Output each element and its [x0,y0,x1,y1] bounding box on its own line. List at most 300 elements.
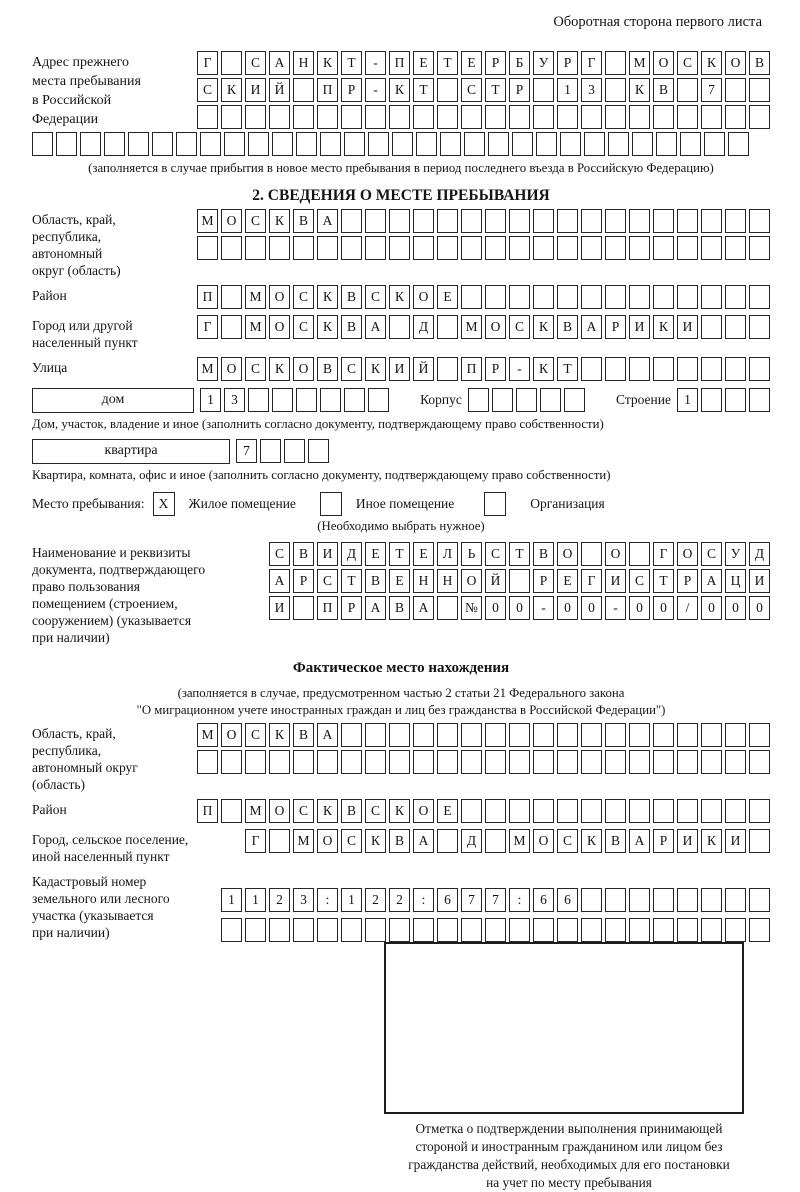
char-boxes-row[interactable] [197,750,770,774]
char-cell[interactable]: 6 [557,888,578,912]
char-cell[interactable]: Н [413,569,434,593]
char-cell[interactable]: Е [437,285,458,309]
char-boxes-row[interactable] [269,596,770,620]
char-cell[interactable]: С [677,51,698,75]
char-cell[interactable] [413,750,434,774]
char-cell[interactable]: А [629,829,650,853]
char-cell[interactable] [653,105,674,129]
char-cell[interactable] [365,750,386,774]
char-cell[interactable] [701,723,722,747]
char-cell[interactable] [509,918,530,942]
char-cell[interactable]: В [341,315,362,339]
char-cell[interactable]: 2 [389,888,410,912]
char-cell[interactable]: К [269,209,290,233]
char-cell[interactable] [308,439,329,463]
char-cell[interactable] [269,236,290,260]
char-cell[interactable]: П [461,357,482,381]
char-cell[interactable]: М [461,315,482,339]
char-cell[interactable] [492,388,513,412]
char-cell[interactable] [749,105,770,129]
char-cell[interactable] [629,723,650,747]
char-cell[interactable] [629,888,650,912]
char-cell[interactable] [632,132,653,156]
char-cell[interactable] [485,799,506,823]
char-cell[interactable]: Л [437,542,458,566]
char-cell[interactable] [176,132,197,156]
char-cell[interactable] [557,918,578,942]
char-cell[interactable]: А [413,829,434,853]
char-cell[interactable]: М [197,357,218,381]
char-cell[interactable] [461,723,482,747]
char-cell[interactable] [653,357,674,381]
char-cell[interactable]: 3 [224,388,245,412]
char-cell[interactable]: Р [341,78,362,102]
char-cell[interactable] [293,236,314,260]
char-cell[interactable] [389,918,410,942]
char-cell[interactable] [317,105,338,129]
char-cell[interactable] [725,209,746,233]
char-cell[interactable] [605,918,626,942]
char-cell[interactable] [269,829,290,853]
char-boxes-row[interactable] [221,918,770,942]
char-cell[interactable]: С [293,799,314,823]
char-cell[interactable]: М [629,51,650,75]
char-cell[interactable] [344,388,365,412]
char-cell[interactable] [581,236,602,260]
char-cell[interactable] [485,723,506,747]
char-cell[interactable]: А [317,723,338,747]
char-cell[interactable] [725,105,746,129]
char-cell[interactable]: Р [653,829,674,853]
char-cell[interactable]: Г [581,569,602,593]
char-cell[interactable] [221,918,242,942]
char-cell[interactable] [656,132,677,156]
char-cell[interactable] [413,723,434,747]
char-cell[interactable]: Т [413,78,434,102]
char-cell[interactable]: 1 [341,888,362,912]
char-cell[interactable]: Т [389,542,410,566]
char-cell[interactable]: Т [485,78,506,102]
char-cell[interactable]: - [365,51,386,75]
char-cell[interactable]: И [245,78,266,102]
char-cell[interactable]: М [293,829,314,853]
char-cell[interactable] [296,132,317,156]
char-cell[interactable] [677,78,698,102]
char-cell[interactable] [341,209,362,233]
char-boxes-row[interactable] [221,888,770,912]
char-cell[interactable] [296,388,317,412]
char-cell[interactable]: Р [557,51,578,75]
char-cell[interactable]: К [269,357,290,381]
char-cell[interactable] [533,78,554,102]
char-cell[interactable]: И [677,829,698,853]
char-cell[interactable]: Е [437,799,458,823]
char-cell[interactable]: 0 [581,596,602,620]
char-cell[interactable] [533,236,554,260]
char-cell[interactable] [197,750,218,774]
char-boxes-row[interactable] [197,236,770,260]
char-cell[interactable]: В [605,829,626,853]
char-cell[interactable]: А [269,569,290,593]
char-cell[interactable]: И [749,569,770,593]
char-cell[interactable]: К [701,829,722,853]
char-cell[interactable] [608,132,629,156]
char-cell[interactable] [725,315,746,339]
char-cell[interactable] [485,209,506,233]
char-cell[interactable] [461,285,482,309]
char-cell[interactable] [197,105,218,129]
char-cell[interactable] [341,750,362,774]
char-cell[interactable] [605,105,626,129]
char-cell[interactable] [581,799,602,823]
char-cell[interactable] [485,105,506,129]
char-cell[interactable] [344,132,365,156]
char-cell[interactable]: И [317,542,338,566]
char-cell[interactable] [221,315,242,339]
char-cell[interactable]: Г [197,315,218,339]
char-cell[interactable] [581,918,602,942]
char-cell[interactable] [560,132,581,156]
char-cell[interactable] [509,285,530,309]
char-cell[interactable] [629,799,650,823]
char-cell[interactable]: О [413,799,434,823]
char-cell[interactable]: О [293,357,314,381]
char-cell[interactable] [605,799,626,823]
char-cell[interactable] [293,918,314,942]
char-cell[interactable]: 1 [200,388,221,412]
char-cell[interactable] [701,105,722,129]
char-cell[interactable]: А [317,209,338,233]
char-cell[interactable] [221,105,242,129]
char-cell[interactable]: К [317,315,338,339]
char-cell[interactable] [437,918,458,942]
char-cell[interactable] [677,918,698,942]
char-cell[interactable]: В [533,542,554,566]
char-cell[interactable]: Т [341,51,362,75]
char-cell[interactable] [245,105,266,129]
char-cell[interactable]: С [341,357,362,381]
char-cell[interactable] [368,388,389,412]
char-cell[interactable]: : [317,888,338,912]
char-cell[interactable]: А [269,51,290,75]
char-cell[interactable]: Е [413,51,434,75]
char-cell[interactable] [725,888,746,912]
char-cell[interactable] [728,132,749,156]
char-cell[interactable] [677,236,698,260]
char-cell[interactable]: 1 [677,388,698,412]
char-cell[interactable] [221,750,242,774]
char-cell[interactable]: В [557,315,578,339]
char-cell[interactable] [389,236,410,260]
char-cell[interactable]: А [365,315,386,339]
char-cell[interactable]: О [605,542,626,566]
char-cell[interactable] [533,750,554,774]
char-cell[interactable] [701,888,722,912]
char-cell[interactable] [104,132,125,156]
char-cell[interactable]: К [365,829,386,853]
char-cell[interactable]: М [197,723,218,747]
char-cell[interactable] [317,236,338,260]
char-cell[interactable] [725,799,746,823]
char-cell[interactable]: С [269,542,290,566]
char-cell[interactable] [485,236,506,260]
char-cell[interactable] [461,750,482,774]
char-cell[interactable] [461,105,482,129]
char-boxes-row[interactable] [677,388,770,412]
char-cell[interactable]: О [221,357,242,381]
char-cell[interactable] [704,132,725,156]
char-cell[interactable]: П [197,799,218,823]
char-cell[interactable] [365,723,386,747]
char-cell[interactable]: В [653,78,674,102]
char-cell[interactable]: М [245,315,266,339]
char-cell[interactable] [557,236,578,260]
char-cell[interactable] [284,439,305,463]
char-cell[interactable] [725,723,746,747]
char-cell[interactable]: В [341,285,362,309]
char-cell[interactable]: Н [437,569,458,593]
char-cell[interactable]: Ц [725,569,746,593]
char-cell[interactable] [224,132,245,156]
char-cell[interactable]: И [725,829,746,853]
char-cell[interactable] [653,750,674,774]
char-cell[interactable] [557,105,578,129]
char-boxes-row[interactable] [197,105,770,129]
char-cell[interactable] [509,209,530,233]
char-cell[interactable]: Г [245,829,266,853]
char-cell[interactable] [200,132,221,156]
char-cell[interactable] [461,918,482,942]
char-cell[interactable]: 7 [236,439,257,463]
char-cell[interactable] [725,750,746,774]
char-cell[interactable]: 6 [533,888,554,912]
char-cell[interactable] [245,750,266,774]
char-cell[interactable]: О [725,51,746,75]
char-cell[interactable] [509,569,530,593]
char-cell[interactable] [461,236,482,260]
char-cell[interactable]: С [245,51,266,75]
char-boxes-row[interactable] [468,388,585,412]
char-cell[interactable]: 7 [461,888,482,912]
char-cell[interactable]: К [221,78,242,102]
char-cell[interactable]: Р [605,315,626,339]
char-cell[interactable] [701,285,722,309]
char-cell[interactable] [509,105,530,129]
char-cell[interactable] [272,388,293,412]
char-cell[interactable] [341,236,362,260]
char-cell[interactable]: С [341,829,362,853]
char-cell[interactable]: 0 [701,596,722,620]
char-cell[interactable]: 2 [365,888,386,912]
char-boxes-row[interactable] [197,315,770,339]
char-cell[interactable]: И [605,569,626,593]
char-cell[interactable] [389,105,410,129]
char-cell[interactable]: В [365,569,386,593]
char-cell[interactable]: И [269,596,290,620]
char-cell[interactable]: С [629,569,650,593]
char-cell[interactable]: П [197,285,218,309]
char-cell[interactable] [293,750,314,774]
char-cell[interactable] [197,236,218,260]
char-cell[interactable] [605,750,626,774]
char-cell[interactable] [461,209,482,233]
char-boxes-row[interactable] [269,542,770,566]
char-cell[interactable]: Н [293,51,314,75]
char-cell[interactable]: Т [653,569,674,593]
char-cell[interactable] [512,132,533,156]
char-cell[interactable]: 1 [557,78,578,102]
char-cell[interactable] [749,236,770,260]
char-cell[interactable]: С [317,569,338,593]
char-cell[interactable]: К [533,357,554,381]
char-cell[interactable]: А [701,569,722,593]
char-cell[interactable] [269,918,290,942]
char-cell[interactable]: С [557,829,578,853]
char-cell[interactable]: Е [365,542,386,566]
char-cell[interactable]: Т [341,569,362,593]
char-cell[interactable]: О [677,542,698,566]
char-cell[interactable]: - [365,78,386,102]
char-cell[interactable]: Р [341,596,362,620]
char-cell[interactable] [629,105,650,129]
char-cell[interactable] [248,132,269,156]
char-cell[interactable] [629,236,650,260]
char-cell[interactable] [605,209,626,233]
char-cell[interactable]: Т [557,357,578,381]
char-cell[interactable]: О [221,209,242,233]
char-cell[interactable]: К [653,315,674,339]
char-cell[interactable]: Т [509,542,530,566]
char-cell[interactable]: 1 [221,888,242,912]
char-cell[interactable]: : [413,888,434,912]
char-cell[interactable] [437,596,458,620]
char-cell[interactable]: О [413,285,434,309]
char-cell[interactable] [516,388,537,412]
char-cell[interactable] [461,799,482,823]
char-cell[interactable] [725,78,746,102]
char-cell[interactable]: О [269,315,290,339]
char-cell[interactable] [365,209,386,233]
char-cell[interactable]: В [293,542,314,566]
char-cell[interactable] [725,236,746,260]
char-cell[interactable] [653,285,674,309]
char-cell[interactable]: В [293,209,314,233]
char-cell[interactable]: М [245,799,266,823]
char-cell[interactable] [320,388,341,412]
checkbox-other-premises[interactable] [320,492,342,516]
char-cell[interactable] [392,132,413,156]
char-cell[interactable] [581,542,602,566]
char-cell[interactable] [317,750,338,774]
char-cell[interactable] [677,209,698,233]
char-cell[interactable] [317,918,338,942]
char-cell[interactable] [701,388,722,412]
char-cell[interactable] [293,105,314,129]
char-cell[interactable]: М [245,285,266,309]
char-cell[interactable] [248,388,269,412]
char-cell[interactable]: С [365,799,386,823]
char-cell[interactable] [725,918,746,942]
char-cell[interactable]: П [389,51,410,75]
char-cell[interactable] [581,723,602,747]
char-cell[interactable] [605,51,626,75]
char-boxes-row[interactable] [236,439,329,463]
char-cell[interactable]: А [581,315,602,339]
char-cell[interactable]: О [269,799,290,823]
char-cell[interactable]: 6 [437,888,458,912]
char-cell[interactable]: К [389,78,410,102]
char-cell[interactable]: К [701,51,722,75]
char-cell[interactable] [629,357,650,381]
char-cell[interactable]: У [725,542,746,566]
char-cell[interactable]: И [677,315,698,339]
char-cell[interactable] [341,105,362,129]
char-cell[interactable]: 0 [653,596,674,620]
char-cell[interactable] [269,105,290,129]
char-cell[interactable] [437,78,458,102]
char-cell[interactable] [701,799,722,823]
char-cell[interactable]: А [413,596,434,620]
char-cell[interactable]: В [389,829,410,853]
char-cell[interactable]: Е [557,569,578,593]
char-cell[interactable]: В [389,596,410,620]
char-boxes-row[interactable] [269,569,770,593]
char-cell[interactable]: О [485,315,506,339]
char-cell[interactable] [341,918,362,942]
char-cell[interactable]: Г [653,542,674,566]
char-cell[interactable] [701,209,722,233]
char-cell[interactable] [389,209,410,233]
char-cell[interactable]: 0 [749,596,770,620]
char-boxes-row[interactable] [197,799,770,823]
char-cell[interactable] [509,723,530,747]
char-cell[interactable] [533,799,554,823]
char-cell[interactable] [701,750,722,774]
char-cell[interactable] [564,388,585,412]
char-cell[interactable]: А [365,596,386,620]
char-boxes-row[interactable] [197,209,770,233]
char-boxes-row[interactable] [197,357,770,381]
char-cell[interactable]: Д [413,315,434,339]
char-cell[interactable] [629,918,650,942]
char-cell[interactable]: С [245,723,266,747]
checkbox-organization[interactable] [484,492,506,516]
char-cell[interactable] [584,132,605,156]
char-cell[interactable]: Й [413,357,434,381]
char-cell[interactable] [581,285,602,309]
char-cell[interactable]: О [653,51,674,75]
char-cell[interactable] [488,132,509,156]
char-cell[interactable] [557,799,578,823]
char-cell[interactable]: № [461,596,482,620]
char-cell[interactable]: У [533,51,554,75]
char-cell[interactable]: Р [293,569,314,593]
char-cell[interactable]: М [509,829,530,853]
char-cell[interactable]: К [365,357,386,381]
char-cell[interactable]: К [389,799,410,823]
char-cell[interactable]: Р [485,357,506,381]
char-cell[interactable] [320,132,341,156]
char-cell[interactable] [509,236,530,260]
char-cell[interactable]: 0 [509,596,530,620]
char-cell[interactable] [677,750,698,774]
char-cell[interactable]: - [605,596,626,620]
char-cell[interactable]: П [317,596,338,620]
char-cell[interactable] [341,723,362,747]
char-cell[interactable] [749,357,770,381]
char-cell[interactable]: К [317,285,338,309]
char-cell[interactable] [701,357,722,381]
